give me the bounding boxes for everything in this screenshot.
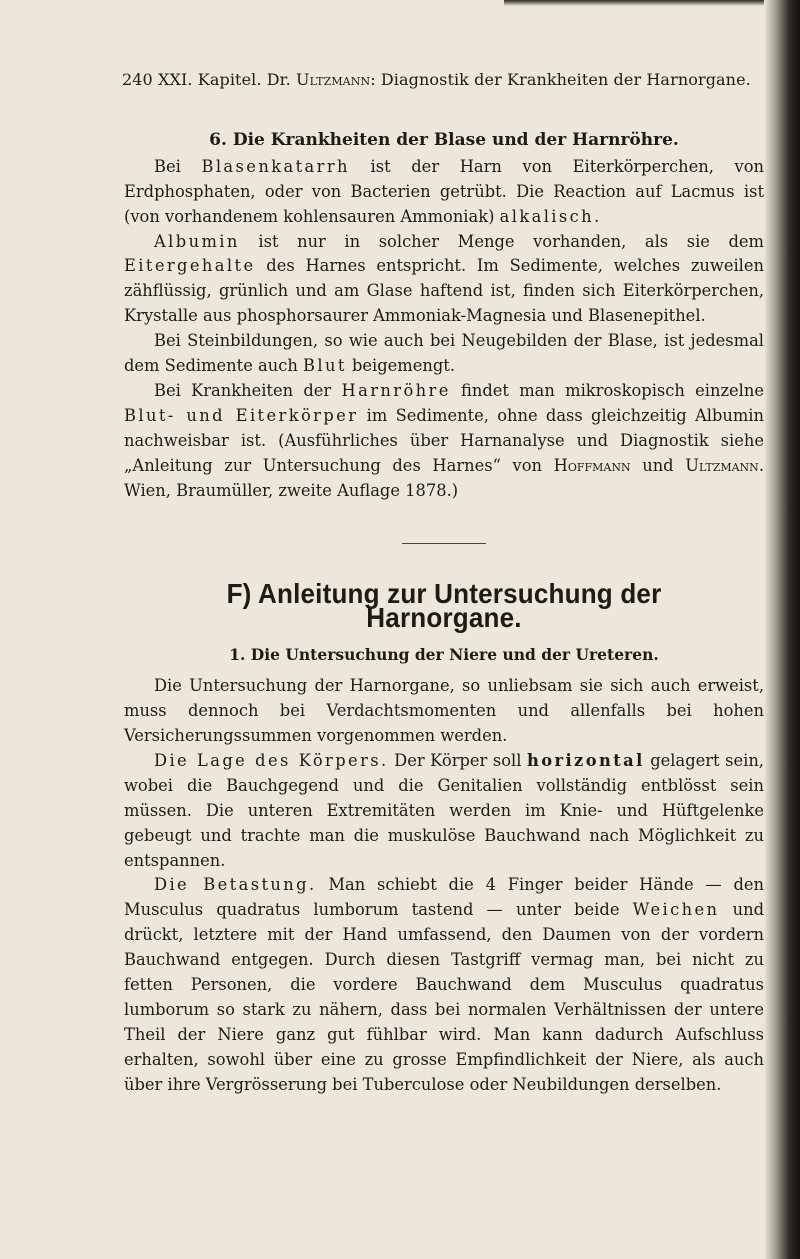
paragraph-lage: Die Lage des Körpers. Der Körper soll horizontal gelagert sein, wobei die Bauchgegend und die Genitalien vollständig entblösst sein müssen. Die unteren Extremitäten werden im Knie- und Hüftgelenke gebeugt und trachte man die muskulöse Bauchwand nach Möglichkeit zu entspannen. xyxy=(124,750,764,870)
term-weichen: Weichen xyxy=(632,900,720,920)
running-header xyxy=(122,68,764,93)
page-number: 240 xyxy=(122,70,153,89)
author-hoffmann: Hoffmann xyxy=(553,455,631,475)
paragraph-blasenkatarrh: Bei Blasenkatarrh ist der Harn von Eiterkörperchen, von Erdphosphaten, oder von Bacterien getrübt. Die Reaction auf Lacmus ist (von vorhandenem kohlensauren Ammoniak) alkalisch. xyxy=(124,156,765,226)
term-blut-eiterkoerper: Blut- und Eiterkörper xyxy=(124,405,359,425)
author-ultzmann: Ultzmann xyxy=(685,455,759,475)
term-eitergehalte: Eitergehalte xyxy=(124,256,256,276)
author-name: Ultzmann xyxy=(296,70,371,89)
paragraph-betastung: Die Betastung. Man schiebt die 4 Finger beider Hände — den Musculus quadratus lumborum tastend — unter beide Weichen und drückt, letztere mit der Hand umfassend, den Daumen von der vordern Bauchwand entgegen. Durch diesen Tastgriff vermag man, bei nicht zu fetten Personen, die vordere Bauchwand dem Musculus quadratus lumborum so stark zu nähern, dass bei normalen Verhältnissen der untere Theil der Niere ganz gut fühlbar wird. Man kann dadurch Aufschluss erhalten, sowohl über eine zu grosse Empfindlichkeit der Niere, als auch über ihre Vergrösserung bei Tuberculose oder Neubildungen derselben. xyxy=(124,875,764,1094)
term-betastung: Die Betastung. xyxy=(154,875,317,895)
page-top-shadow xyxy=(504,0,764,6)
section-6-title: 6. Die Krankheiten der Blase und der Harnröhre. xyxy=(209,129,679,150)
paragraph-steinbildungen: Bei Steinbildungen, so wie auch bei Neugebilden der Blase, ist jedesmal dem Sedimente auch Blut beigemengt. xyxy=(124,331,764,376)
section-f-subtitle: 1. Die Untersuchung der Niere und der Ureteren. xyxy=(229,645,659,665)
author-prefix: Dr. xyxy=(266,70,291,89)
term-harnroehre: Harnröhre xyxy=(341,380,451,400)
term-blasenkatarrh: Blasenkatarrh xyxy=(201,156,350,176)
page-content xyxy=(124,68,764,1098)
section-divider xyxy=(402,543,486,544)
term-albumin: Albumin xyxy=(154,231,240,251)
paragraph-albumin: Albumin ist nur in solcher Menge vorhanden, als sie dem Eitergehalte des Harnes entspricht. Im Sedimente, welches zuweilen zähflüssig, grünlich und am Glase haftend ist, finden sich Eiterkörperchen, Krystalle aus phosphorsaurer Ammoniak-Magnesia und Blasenepithel. xyxy=(124,231,764,326)
term-horizontal: horizontal xyxy=(527,750,645,770)
section-f-title: F) Anleitung zur Untersuchung der Harnorgane. xyxy=(226,577,662,634)
paragraph-harnroehre: Bei Krankheiten der Harnröhre findet man mikroskopisch einzelne Blut- und Eiterkörper im Sedimente, ohne dass gleichzeitig Albumin nachweisbar ist. (Ausführliches über Harnanalyse und Diagnostik siehe „Anleitung zur Untersuchung des Harnes“ von Hoffmann und Ultzmann. Wien, Braumüller, zweite Auflage 1878.) xyxy=(124,380,765,500)
term-alkalisch: alkalisch xyxy=(499,206,595,226)
term-blut: Blut xyxy=(302,356,347,376)
chapter-label: XXI. Kapitel. xyxy=(158,70,262,89)
page-edge-shadow xyxy=(764,0,800,1259)
paragraph-untersuchung: Die Untersuchung der Harnorgane, so unliebsam sie sich auch erweist, muss dennoch bei Verdachtsmomenten und allenfalls bei hohen Versicherungssummen vorgenommen werden. xyxy=(124,676,764,746)
header-title: : Diagnostik der Krankheiten der Harnorgane. xyxy=(370,70,751,89)
term-lage-des-koerpers: Die Lage des Körpers. xyxy=(154,750,389,770)
